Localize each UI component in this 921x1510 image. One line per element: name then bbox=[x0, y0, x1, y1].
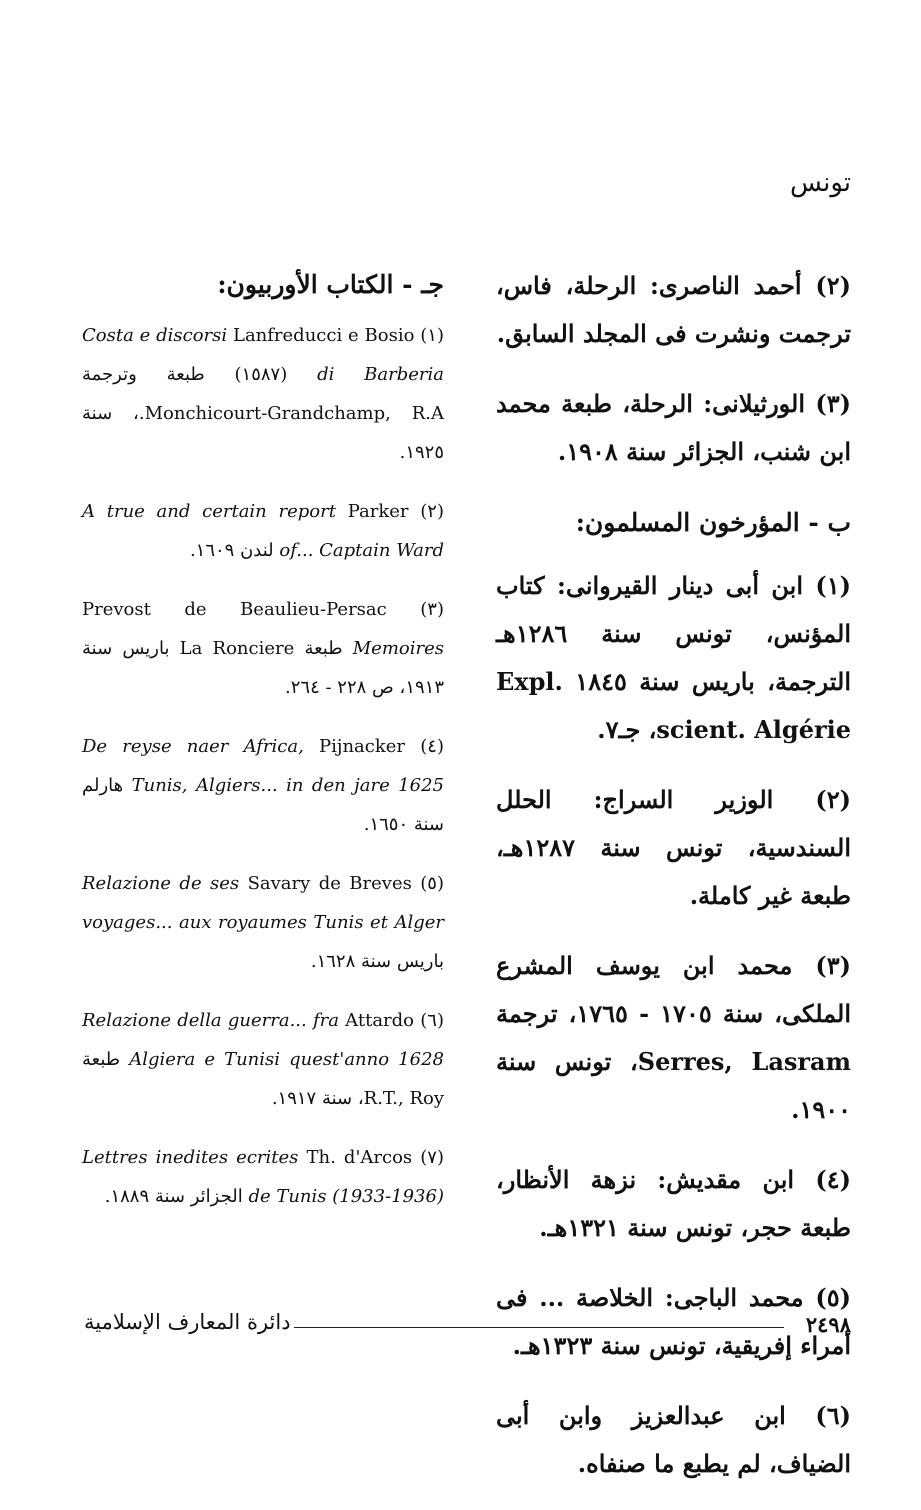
entry-arabic-details: الجزائر سنة ١٨٨٩. bbox=[104, 1186, 243, 1207]
entry-arabic-details: (١٥٨٧) طبعة وترجمة Monchicourt-Grandchamp, R.A.، سنة ١٩٢٥. bbox=[82, 364, 444, 463]
european-bibliography-entry bbox=[82, 492, 444, 570]
running-head: تونس bbox=[789, 168, 851, 198]
european-bibliography-entry bbox=[82, 590, 444, 707]
entry-author: Savary de Breves bbox=[247, 873, 412, 894]
european-bibliography-entry bbox=[82, 1138, 444, 1216]
bibliography-entry: (٤) ابن مقديش: نزهة الأنظار، طبعة حجر، تونس سنة ١٣٢١هـ. bbox=[496, 1165, 851, 1242]
entry-arabic-details: طبعة R.T., Roy، سنة ١٩١٧. bbox=[82, 1049, 444, 1109]
entry-author: Lanfreducci e Bosio bbox=[232, 325, 415, 346]
entry-number: (٥) bbox=[420, 873, 444, 894]
european-entries bbox=[82, 316, 444, 1216]
journal-title: دائرة المعارف الإسلامية bbox=[84, 1310, 291, 1334]
entry-title: Memoires bbox=[352, 638, 444, 659]
european-bibliography-entry bbox=[82, 316, 444, 472]
entry-title: A true and certain report of... Captain Ward bbox=[82, 501, 444, 561]
bibliography-entry: (٢) الوزير السراج: الحلل السندسية، تونس سنة ١٢٨٧هـ، طبعة غير كاملة. bbox=[496, 785, 851, 910]
entry-arabic-details: باريس سنة ١٦٢٨. bbox=[310, 951, 444, 972]
entry-number: (٧) bbox=[420, 1147, 444, 1168]
entry-number: (٣) bbox=[420, 599, 444, 620]
entry-arabic-details: لندن ١٦٠٩. bbox=[189, 540, 274, 561]
entry-title: Lettres inedites ecrites de Tunis (1933-1936) bbox=[82, 1147, 444, 1207]
entry-number: (٤) bbox=[420, 736, 444, 757]
bibliography-entry: (٥) محمد الباجى: الخلاصة ... فى أمراء إفريقية، تونس سنة ١٣٢٣هـ. bbox=[496, 1283, 851, 1360]
entry-author: Parker bbox=[347, 501, 409, 522]
page-number: ٢٤٩٨ bbox=[805, 1312, 851, 1337]
european-bibliography-entry bbox=[82, 1001, 444, 1118]
entry-title: Relazione della guerra... fra Algiera e Tunisi quest'anno 1628 bbox=[82, 1010, 444, 1070]
entry-title: Relazione de ses voyages... aux royaumes Tunis et Alger bbox=[82, 873, 444, 933]
footer-rule bbox=[294, 1327, 784, 1328]
entry-title: De reyse naer Africa, Tunis, Algiers... in den jare 1625 bbox=[82, 736, 444, 796]
entry-number: (٦) bbox=[420, 1010, 444, 1031]
european-bibliography-entry bbox=[82, 864, 444, 981]
european-bibliography-entry bbox=[82, 727, 444, 844]
bibliography-entry: (١) ابن أبى دينار القيروانى: كتاب المؤنس، تونس سنة ١٢٨٦هـ الترجمة، باريس سنة ١٨٤٥ Expl. scient. Algérie، جـ٧. bbox=[496, 571, 852, 744]
entry-arabic-details: هارلم سنة ١٦٥٠. bbox=[82, 775, 444, 835]
entry-author: Prevost de Beaulieu-Persac bbox=[82, 599, 387, 620]
entry-number: (٢) bbox=[420, 501, 444, 522]
entry-arabic-details: طبعة La Ronciere باريس سنة ١٩١٣، ص ٢٢٨ - ٢٦٤. bbox=[82, 638, 444, 698]
entry-number: (١) bbox=[420, 325, 444, 346]
entry-author: Attardo bbox=[345, 1010, 415, 1031]
bibliography-entry: (٦) ابن عبدالعزيز وابن أبى الضياف، لم يطبع ما صنفاه. bbox=[496, 1401, 851, 1478]
page-footer bbox=[84, 1312, 851, 1342]
section-heading-muslim-historians: ب - المؤرخون المسلمون: bbox=[575, 508, 851, 537]
entry-author: Th. d'Arcos bbox=[306, 1147, 413, 1168]
bibliography-entry: (٣) الورثيلانى: الرحلة، طبعة محمد ابن شنب، الجزائر سنة ١٩٠٨. bbox=[496, 389, 851, 466]
section-heading-european-authors: جـ - الكتاب الأوربيون: bbox=[217, 270, 444, 299]
bibliography-entry: (٢) أحمد الناصرى: الرحلة، فاس، ترجمت ونشرت فى المجلد السابق. bbox=[496, 271, 851, 348]
bibliography-entry: (٣) محمد ابن يوسف المشرع الملكى، سنة ١٧٠٥ - ١٧٦٥، ترجمة Serres, Lasram، تونس سنة ١٩٠٠. bbox=[496, 951, 851, 1124]
entry-author: Pijnacker bbox=[319, 736, 406, 757]
left-column bbox=[82, 262, 444, 1236]
entry-title: Costa e discorsi di Barberia bbox=[82, 325, 444, 385]
